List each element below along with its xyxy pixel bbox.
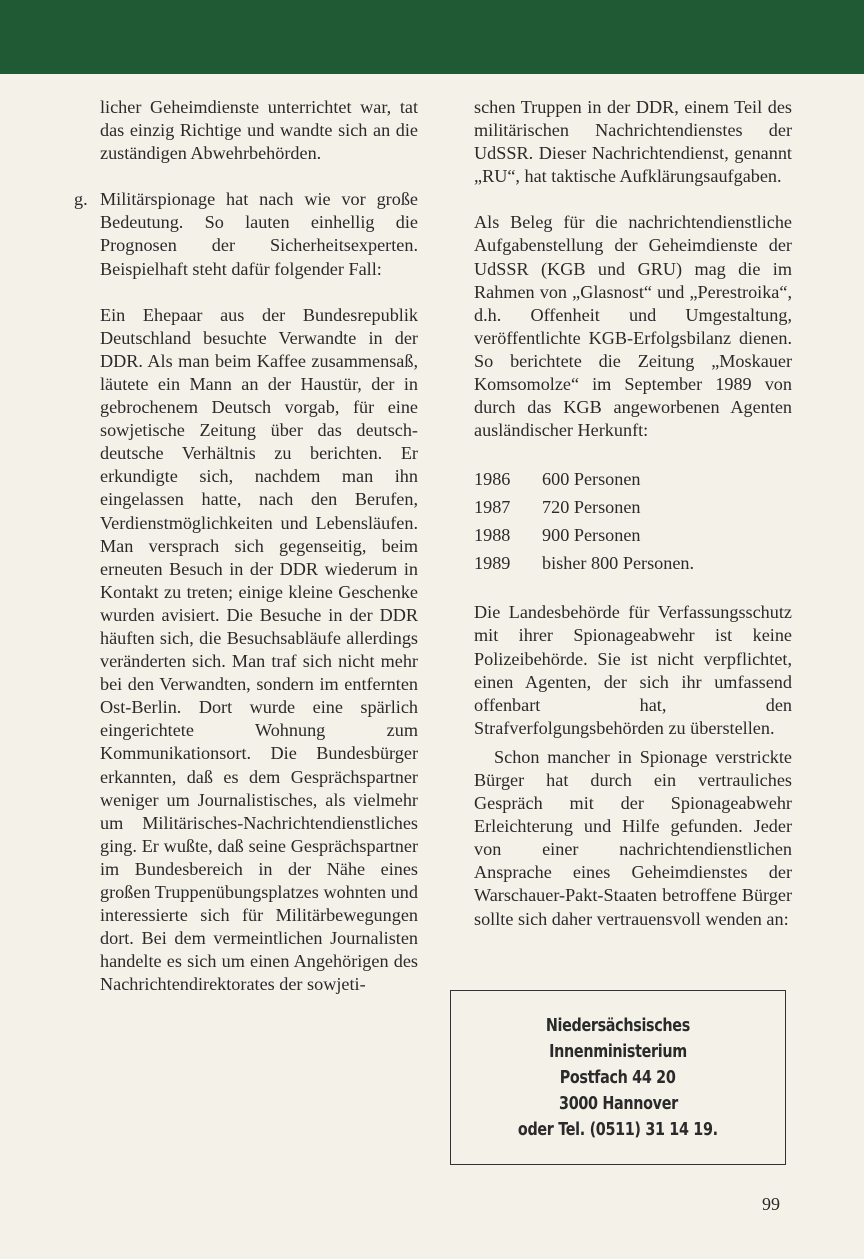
case-paragraph: Ein Ehepaar aus der Bundesrepublik Deutschland besuchte Verwandte in der DDR. Als man beim Kaffee zusammensaß, läutete ein Mann an der Haustür, der in gebrochenem Deutsch vorgab, für eine sowjetische Zeitung über das deutsch-deutsche Verhältnis zu berichten. Er erkundigte sich, nachdem man ihn eingelassen hatte, nach den Berufen, Verdienstmöglichkeiten und Lebensläufen. Man versprach sich gegenseitig, beim erneuten Besuch in der DDR wiederum in Kontakt zu treten; einige kleine Geschenke wurden avisiert. Die Besuche in der DDR häuften sich, die Besuchsabläufe allerdings veränderten sich. Man traf sich nicht mehr bei den Verwandten, sondern im entfernten Ost-Berlin. Dort wurde eine spärlich eingerichtete Wohnung zum Kommunikationsort. Die Bundesbürger erkannten, daß es dem Gesprächspartner weniger um Journalistisches, als vielmehr um Militärisches-Nachrichtendienstliches ging. Er wußte, daß seine Gesprächspartner im Bundesbereich in der Nähe eines großen Truppenübungsplatzes wohnten und interessierte sich für Militärbewegungen dort. Bei dem vermeintlichen Journalisten handelte es sich um einen Angehörigen des Nachrichtendirektorates der sowjeti- [100,304,418,995]
right-paragraph-2: Als Beleg für die nachrichtendienstliche Aufgabenstellung der Geheimdienste der UdSSR (KGB und GRU) mag die im Rahmen von „Glasnost“ und „Perestroika“, d.h. Offenheit und Umgestaltung, veröffentlichte KGB-Erfolgsbilanz dienen. So berichtete die Zeitung „Moskauer Komsomolze“ im September 1989 von durch das KGB angeworbenen Agenten ausländischer Herkunft: [474,212,792,441]
statistics-row [474,521,792,549]
contact-address-box [450,990,786,1165]
agent-statistics-list [474,465,792,577]
statistics-year: 1989 [474,553,511,574]
header-band [0,0,864,74]
statistics-count: 900 Personen [542,525,641,546]
statistics-row [474,465,792,493]
address-line-1: Niedersächsisches [545,1015,691,1036]
statistics-year: 1988 [474,525,511,546]
right-column [474,96,792,931]
address-phone-line: oder Tel. (0511) 31 14 19. [518,1119,718,1140]
intro-paragraph: licher Geheimdienste unterrichtet war, tat das einzig Richtige und wandte sich an die zuständigen Abwehrbehörden. [100,97,418,164]
address-line-3: Postfach 44 20 [560,1067,676,1088]
right-paragraph-4: Schon mancher in Spionage verstrickte Bürger hat durch ein vertrauliches Gespräch mit der Spionageabwehr Erleichterung und Hilfe gefunden. Jeder von einer nachrichtendienstlichen Ansprache eines Geheimdienstes der Warschauer-Pakt-Staaten betroffene Bürger sollte sich daher vertrauensvoll wenden an: [474,746,792,929]
address-line-2: Innenministerium [549,1041,687,1062]
right-paragraph-3: Die Landesbehörde für Verfassungsschutz mit ihrer Spionageabwehr ist keine Polizeibehörde. Sie ist nicht verpflichtet, einen Agenten, der sich ihr umfassend offenbart hat, den Strafverfolgungsbehörden zu überstellen. [474,602,792,738]
statistics-row [474,549,792,577]
right-paragraph-1: schen Truppen in der DDR, einem Teil des militärischen Nachrichtendienstes der UdSSR. Dieser Nachrichtendienst, genannt „RU“, hat taktische Aufklärungsaufgaben. [474,97,792,187]
list-item-marker: g. [74,189,88,210]
statistics-count: 600 Personen [542,469,641,490]
statistics-count: bisher 800 Personen. [542,553,695,574]
list-item-g [74,188,418,280]
page-number: 99 [762,1194,780,1214]
statistics-row [474,493,792,521]
statistics-count: 720 Personen [542,497,641,518]
left-column [74,96,418,996]
statistics-year: 1987 [474,497,511,518]
address-line-4: 3000 Hannover [558,1093,678,1114]
statistics-year: 1986 [474,469,511,490]
list-item-g-text: Militärspionage hat nach wie vor große Bedeutung. So lauten einhellig die Prognosen der Sicherheitsexperten. Beispielhaft steht dafür folgender Fall: [100,189,418,279]
